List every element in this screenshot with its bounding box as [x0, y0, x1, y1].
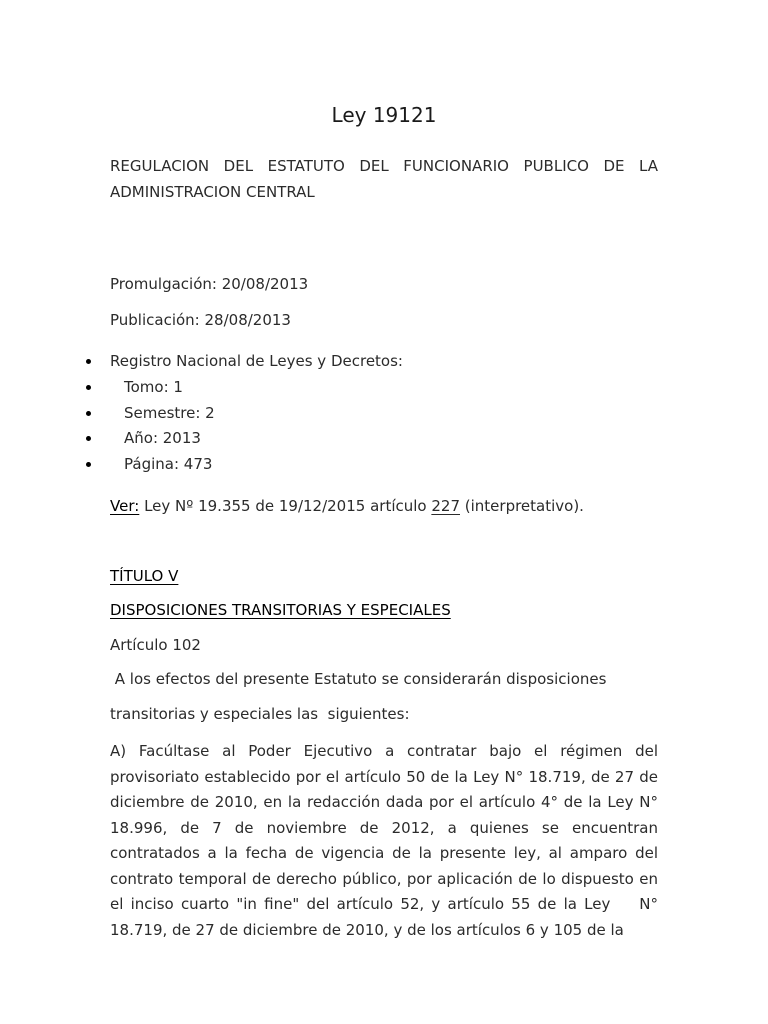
registry-pagina: Página: 473 — [124, 455, 213, 474]
intro-line-2: transitorias y especiales las siguientes: — [110, 705, 410, 723]
law-subtitle: REGULACION DEL ESTATUTO DEL FUNCIONARIO PUBLICO DE LA ADMINISTRACION CENTRAL — [110, 157, 658, 201]
see-also-text: Ley Nº 19.355 de 19/12/2015 artículo — [139, 497, 432, 515]
bullet-icon — [86, 436, 91, 441]
see-also-note — [110, 496, 584, 516]
title-heading: TÍTULO V — [110, 567, 179, 585]
registry-anio: Año: 2013 — [124, 429, 201, 448]
article-227-link[interactable]: 227 — [431, 497, 460, 515]
promulgation-date: Promulgación: 20/08/2013 — [110, 275, 309, 293]
bullet-icon — [86, 359, 91, 364]
see-also-label: Ver: — [110, 497, 140, 515]
section-heading: DISPOSICIONES TRANSITORIAS Y ESPECIALES — [110, 601, 451, 619]
registry-tomo: Tomo: 1 — [124, 377, 183, 396]
bullet-icon — [86, 462, 91, 467]
bullet-icon — [86, 411, 91, 416]
publication-date: Publicación: 28/08/2013 — [110, 311, 291, 329]
bullet-icon — [86, 385, 91, 390]
intro-line-1: A los efectos del presente Estatuto se considerarán disposiciones — [110, 670, 607, 688]
registry-heading: Registro Nacional de Leyes y Decretos: — [110, 352, 403, 370]
law-title: Ley 19121 — [331, 103, 437, 127]
registry-semestre: Semestre: 2 — [124, 403, 215, 422]
article-number: Artículo 102 — [110, 636, 201, 654]
see-also-suffix: (interpretativo). — [460, 497, 584, 515]
paragraph-a: A) Facúltase al Poder Ejecutivo a contratar bajo el régimen del provisoriato establecido por el artículo 50 de la Ley N° 18.719, de 27 de diciembre de 2010, en la redacción dada por el artículo 4° de la Ley N° 18.996, de 7 de noviembre de 2012, a quienes se encuentran contratados a la fecha de vigencia de la presente ley, al amparo del contrato temporal de derecho público, por aplicación de lo dispuesto en el inciso cuarto "in fine" del artículo 52, y artículo 55 de la Ley N° 18.719, de 27 de diciembre de 2010, y de los artículos 6 y 105 de la — [110, 742, 663, 939]
